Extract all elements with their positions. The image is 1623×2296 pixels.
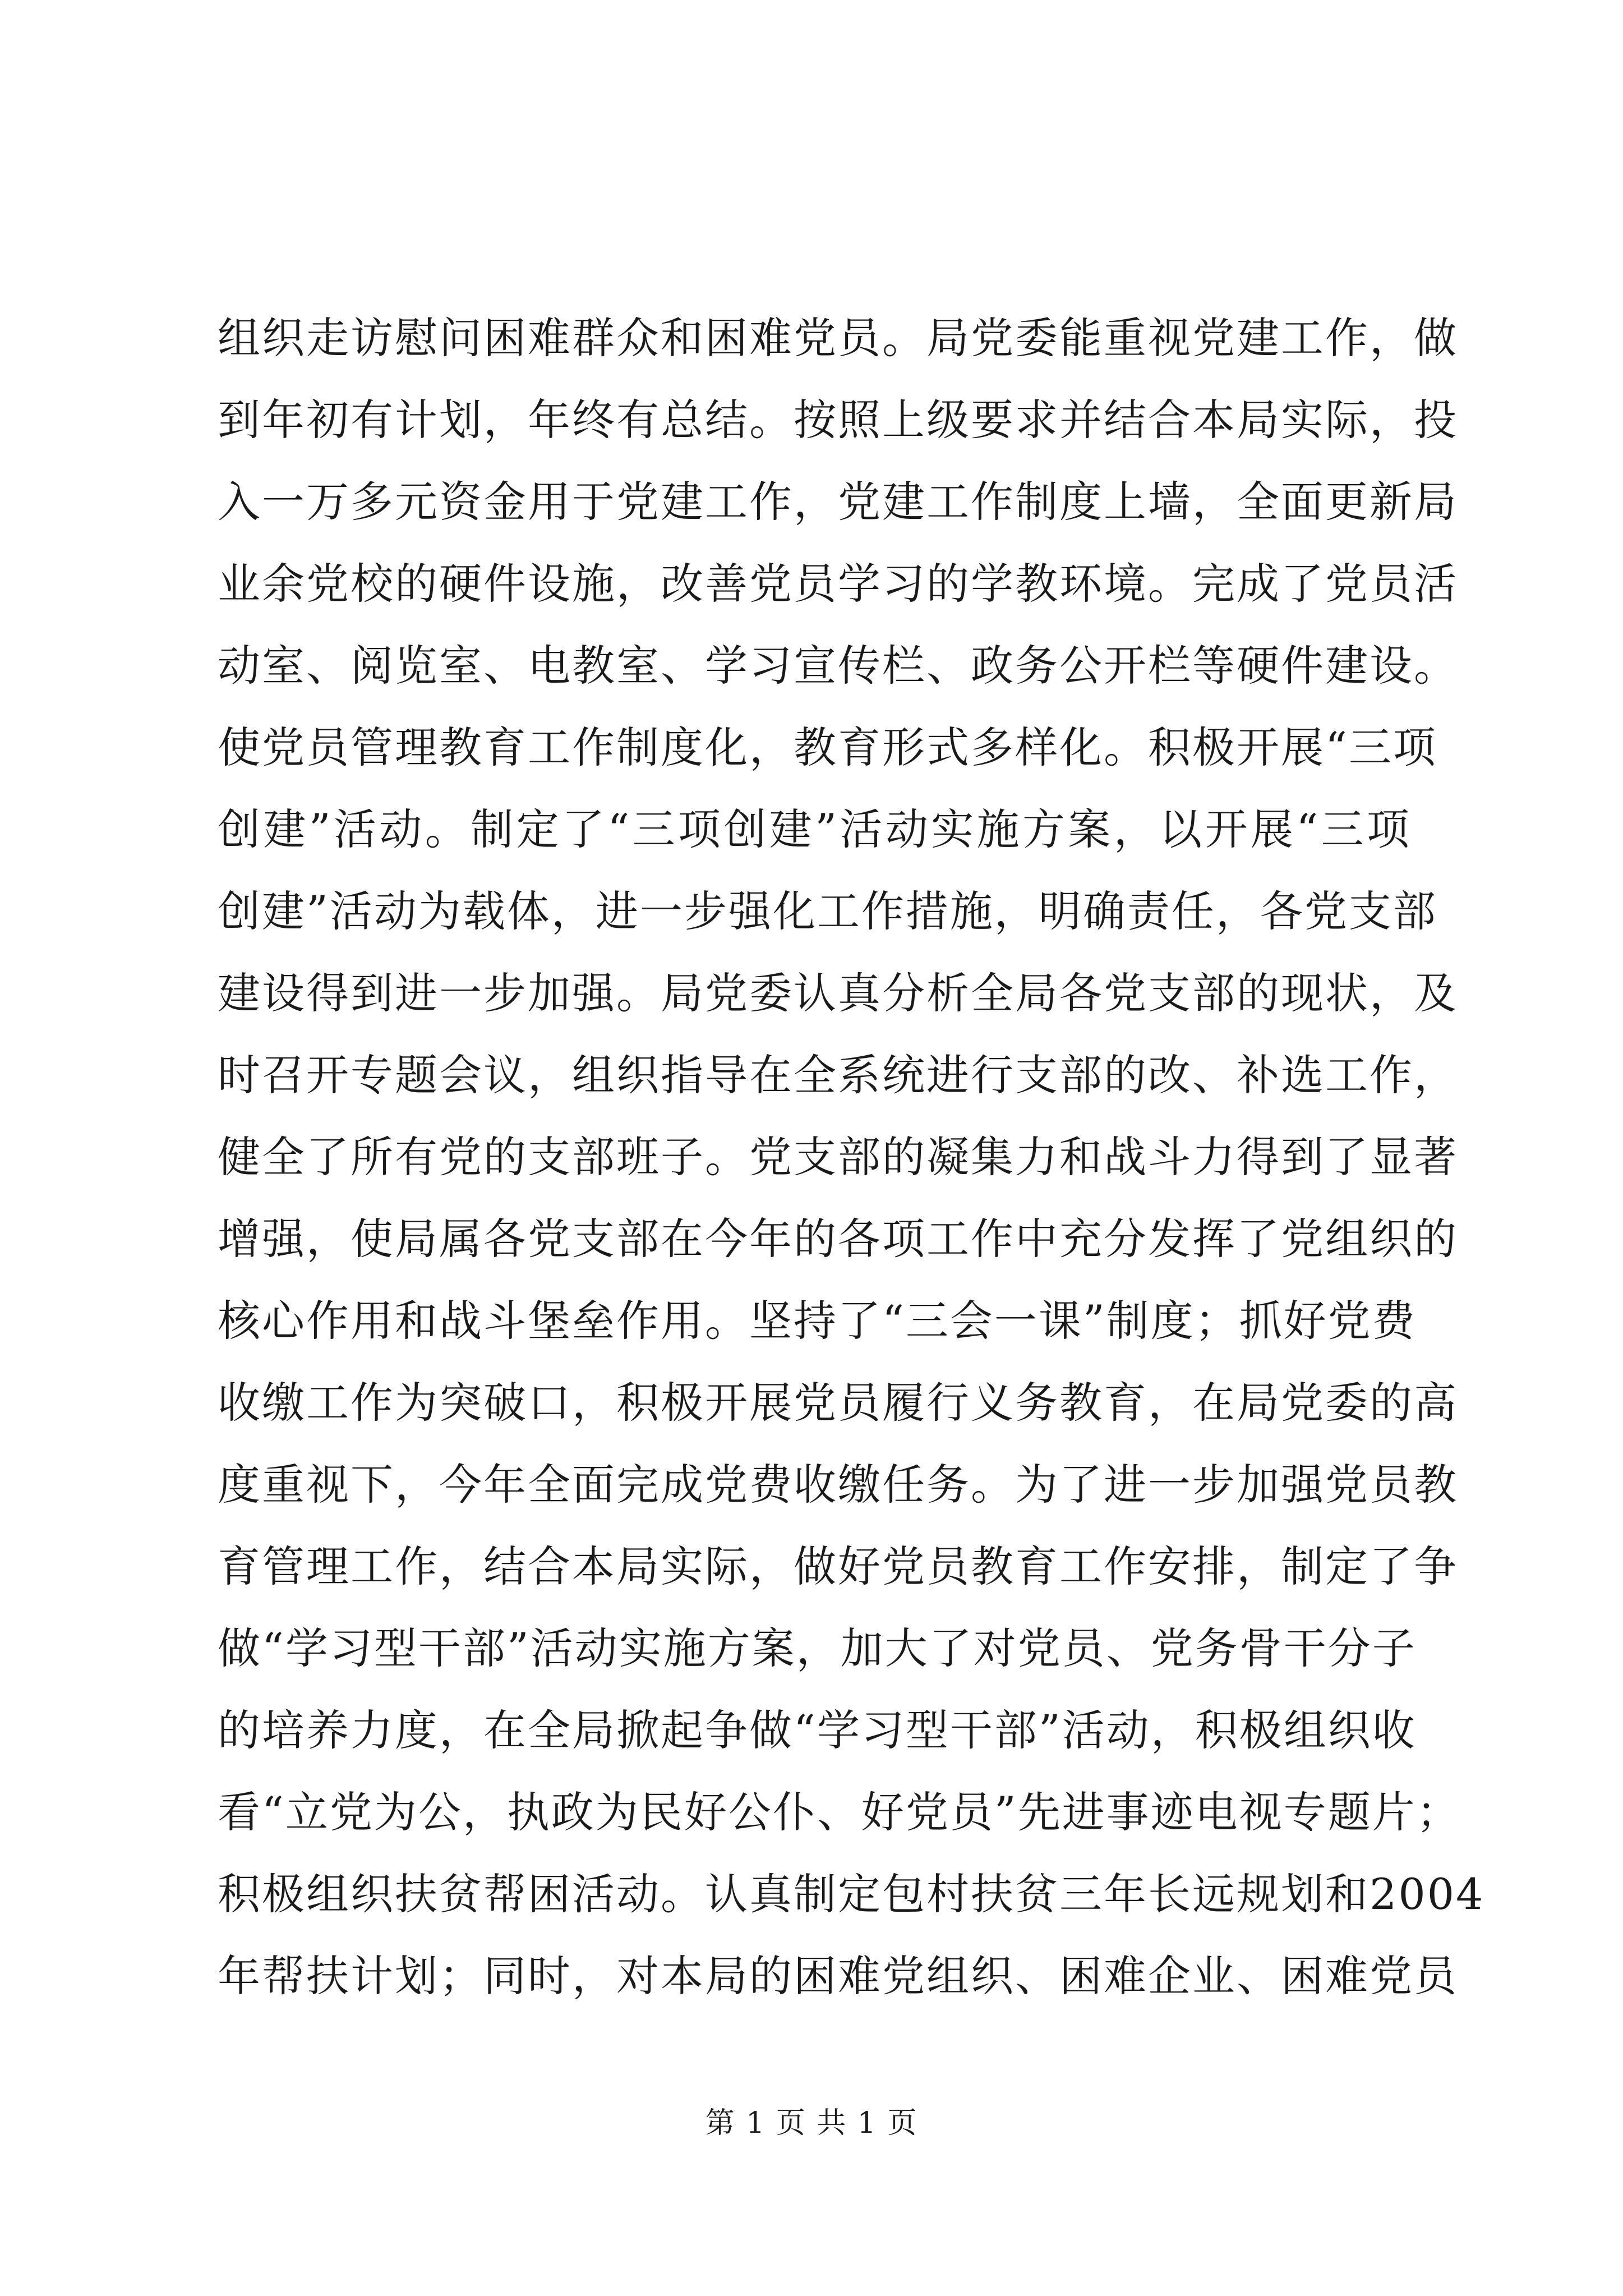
text-line: 动室、阅览室、电教室、学习宣传栏、政务公开栏等硬件建设。 — [218, 641, 1458, 691]
text-line: 入一万多元资金用于党建工作，党建工作制度上墙，全面更新局 — [218, 477, 1458, 527]
text-line: 增强，使局属各党支部在今年的各项工作中充分发挥了党组织的 — [218, 1214, 1458, 1264]
text-line: 的培养力度，在全局掀起争做“学习型干部”活动，积极组织收 — [218, 1705, 1417, 1755]
text-line: 看“立党为公，执政为民好公仆、好党员”先进事迹电视专题片； — [218, 1787, 1461, 1837]
text-line: 到年初有计划，年终有总结。按照上级要求并结合本局实际，投 — [218, 395, 1458, 445]
text-line: 核心作用和战斗堡垒作用。坚持了“三会一课”制度；抓好党费 — [218, 1296, 1417, 1346]
text-line: 健全了所有党的支部班子。党支部的凝集力和战斗力得到了显著 — [218, 1132, 1458, 1182]
body-paragraph — [218, 297, 1485, 2017]
text-line: 做“学习型干部”活动实施方案，加大了对党员、党务骨干分子 — [218, 1623, 1417, 1673]
text-line: 年帮扶计划；同时，对本局的困难党组织、困难企业、困难党员 — [218, 1951, 1458, 2001]
text-line: 度重视下，今年全面完成党费收缴任务。为了进一步加强党员教 — [218, 1460, 1458, 1510]
text-line: 使党员管理教育工作制度化，教育形式多样化。积极开展“三项 — [218, 723, 1437, 772]
text-line: 积极组织扶贫帮困活动。认真制定包村扶贫三年长远规划和2004 — [218, 1869, 1485, 1919]
text-line: 创建”活动为载体，进一步强化工作措施，明确责任，各党支部 — [218, 886, 1437, 936]
text-line: 业余党校的硬件设施，改善党员学习的学教环境。完成了党员活 — [218, 559, 1458, 609]
text-line: 创建”活动。制定了“三项创建”活动实施方案，以开展“三项 — [218, 804, 1411, 854]
text-line: 组织走访慰问困难群众和困难党员。局党委能重视党建工作，做 — [218, 313, 1458, 363]
text-line: 建设得到进一步加强。局党委认真分析全局各党支部的现状，及 — [218, 968, 1458, 1018]
text-line: 收缴工作为突破口，积极开展党员履行义务教育，在局党委的高 — [218, 1378, 1458, 1428]
text-line: 育管理工作，结合本局实际，做好党员教育工作安排，制定了争 — [218, 1542, 1458, 1591]
page-number-footer: 第 1 页 共 1 页 — [705, 2106, 918, 2140]
text-line: 时召开专题会议，组织指导在全系统进行支部的改、补选工作， — [218, 1050, 1458, 1100]
